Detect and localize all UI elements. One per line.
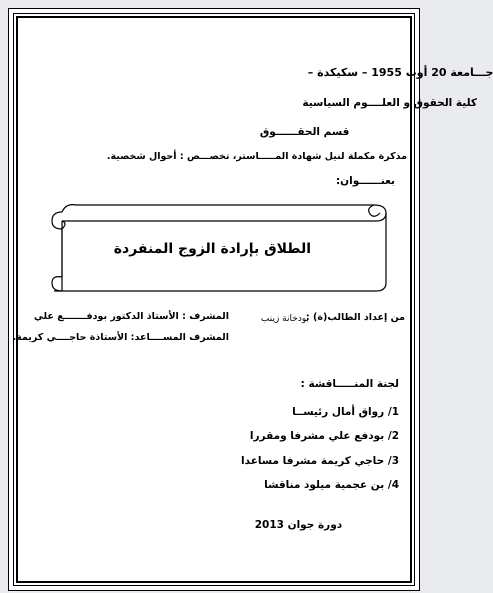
department-name: قسم الحقــــــوق [259,126,350,138]
university-name: جـــامعة 20 أوت 1955 – سكيكدة – [307,66,493,79]
committee-member: 4/ بن عجمية ميلود مناقشا [264,479,399,491]
student-name: بودخانة زينب [260,314,309,324]
prepared-by-label: من إعداد الطالب(ة) : [305,312,405,323]
thesis-title: الطلاق بإرادة الزوج المنفردة [113,241,311,257]
committee-heading: لجنة المنـــــاقشة : [300,378,399,390]
title-label: بعنــــــوان: [335,175,395,187]
committee-member: 2/ بودفع علي مشرفا ومقررا [249,430,399,442]
document-page [8,8,493,591]
committee-member: 1/ رواق أمال رئيســا [292,406,399,418]
committee-member: 3/ حاجي كريمة مشرفا مساعدا [241,455,399,467]
memo-line: مذكرة مكملة لنيل شهادة المـــــاستر، تخصـــص : أحوال شخصية. [106,151,407,162]
supervisor-line: المشرف : الأستاذ الدكتور بودفـــــــع علي [33,311,229,322]
session-date: دورة جوان 2013 [254,519,343,531]
faculty-name: كلية الحقوق و العلــــوم السياسية [302,97,477,109]
co-supervisor-line: المشرف المســــاعد: الأستاذة حاجــــي كريمة. [12,332,229,343]
